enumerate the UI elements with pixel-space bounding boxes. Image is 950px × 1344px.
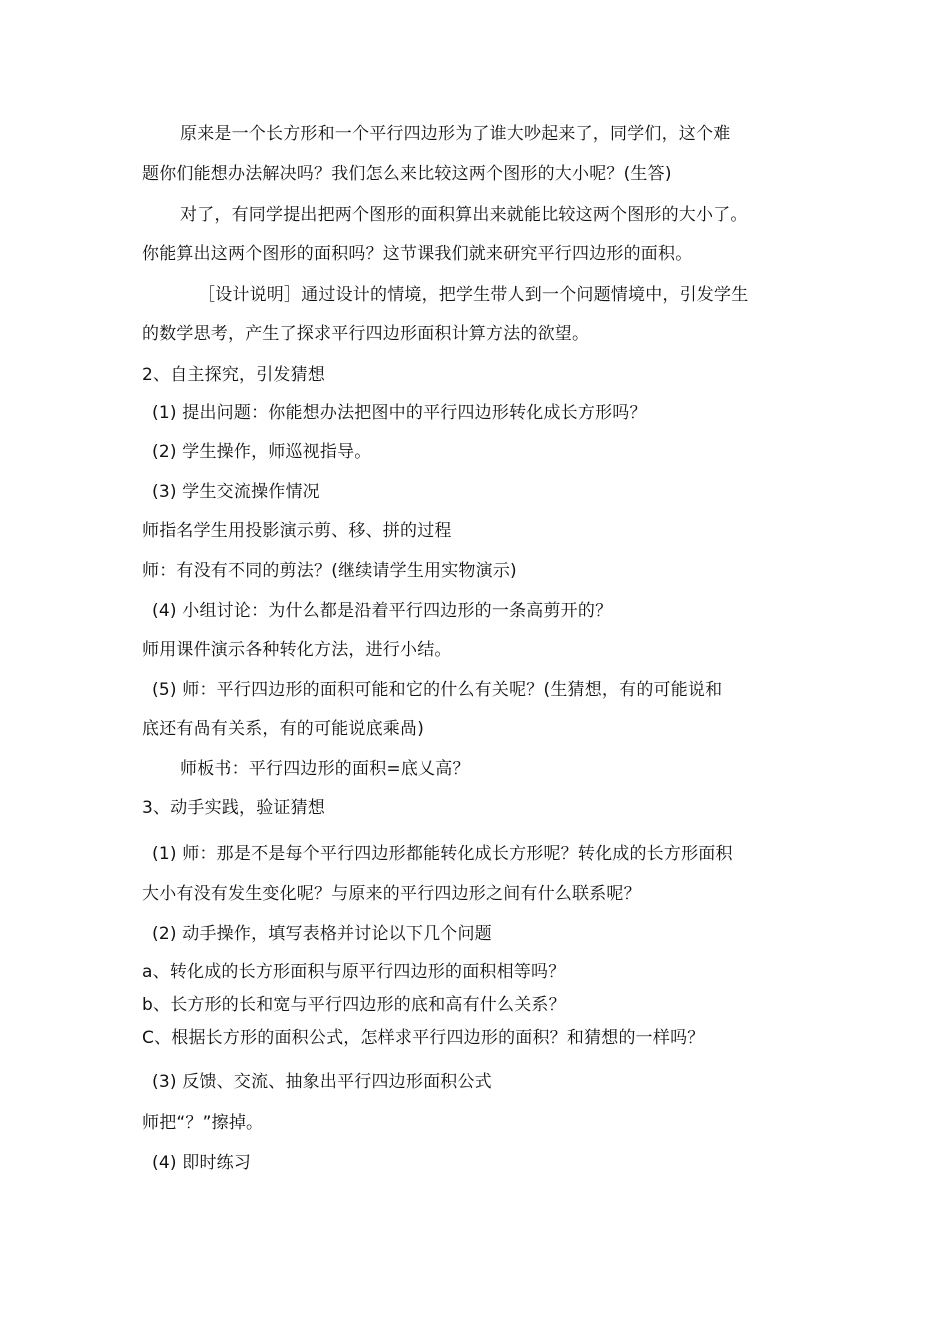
question-item: b、长方形的长和宽与平行四边形的底和高有什么关系？ <box>142 995 566 1015</box>
paragraph-line: 师用课件演示各种转化方法，进行小结。 <box>142 640 452 660</box>
paragraph-line: 原来是一个长方形和一个平行四边形为了谁大吵起来了，同学们，这个难 <box>180 124 731 144</box>
list-item: (4) 即时练习 <box>152 1153 252 1173</box>
paragraph-line: 师把“？”擦掉。 <box>142 1113 264 1133</box>
paragraph-line: 题你们能想办法解决吗？我们怎么来比较这两个图形的大小呢？(生答) <box>142 164 672 184</box>
list-item: (3) 反馈、交流、抽象出平行四边形面积公式 <box>152 1072 492 1092</box>
paragraph-line: 大小有没有发生变化呢？与原来的平行四边形之间有什么联系呢？ <box>142 884 641 904</box>
list-item: (2) 学生操作，师巡视指导。 <box>152 442 372 462</box>
paragraph-line: 师：有没有不同的剪法？(继续请学生用实物演示) <box>142 561 517 581</box>
list-item: (1) 提出问题：你能想办法把图中的平行四边形转化成长方形吗？ <box>152 403 647 423</box>
paragraph-line: 对了，有同学提出把两个图形的面积算出来就能比较这两个图形的大小了。 <box>180 205 748 225</box>
question-item: a、转化成的长方形面积与原平行四边形的面积相等吗？ <box>142 962 566 982</box>
design-note-line: ［设计说明］通过设计的情境，把学生带人到一个问题情境中，引发学生 <box>198 285 749 305</box>
list-item: (5) 师：平行四边形的面积可能和它的什么有关呢？(生猜想，有的可能说和 <box>152 680 723 700</box>
paragraph-line: 师指名学生用投影演示剪、移、拼的过程 <box>142 521 452 541</box>
paragraph-line: 师板书：平行四边形的面积=底乂高？ <box>180 759 470 779</box>
design-note-line: 的数学思考，产生了探求平行四边形面积计算方法的欲望。 <box>142 324 590 344</box>
list-item: (3) 学生交流操作情况 <box>152 482 320 502</box>
list-item: (1) 师：那是不是每个平行四边形都能转化成长方形呢？转化成的长方形面积 <box>152 844 733 864</box>
section-heading: 3、动手实践，验证猜想 <box>142 798 326 818</box>
paragraph-line: 底还有咼有关系，有的可能说底乘咼) <box>142 719 425 739</box>
list-item: (4) 小组讨论：为什么都是沿着平行四边形的一条高剪开的？ <box>152 601 613 621</box>
list-item: (2) 动手操作，填写表格并讨论以下几个问题 <box>152 924 492 944</box>
question-item: C、根据长方形的面积公式，怎样求平行四边形的面积？和猜想的一样吗？ <box>142 1028 705 1048</box>
section-heading: 2、自主探究，引发猜想 <box>142 365 326 385</box>
paragraph-line: 你能算出这两个图形的面积吗？这节课我们就来研究平行四边形的面积。 <box>142 244 693 264</box>
